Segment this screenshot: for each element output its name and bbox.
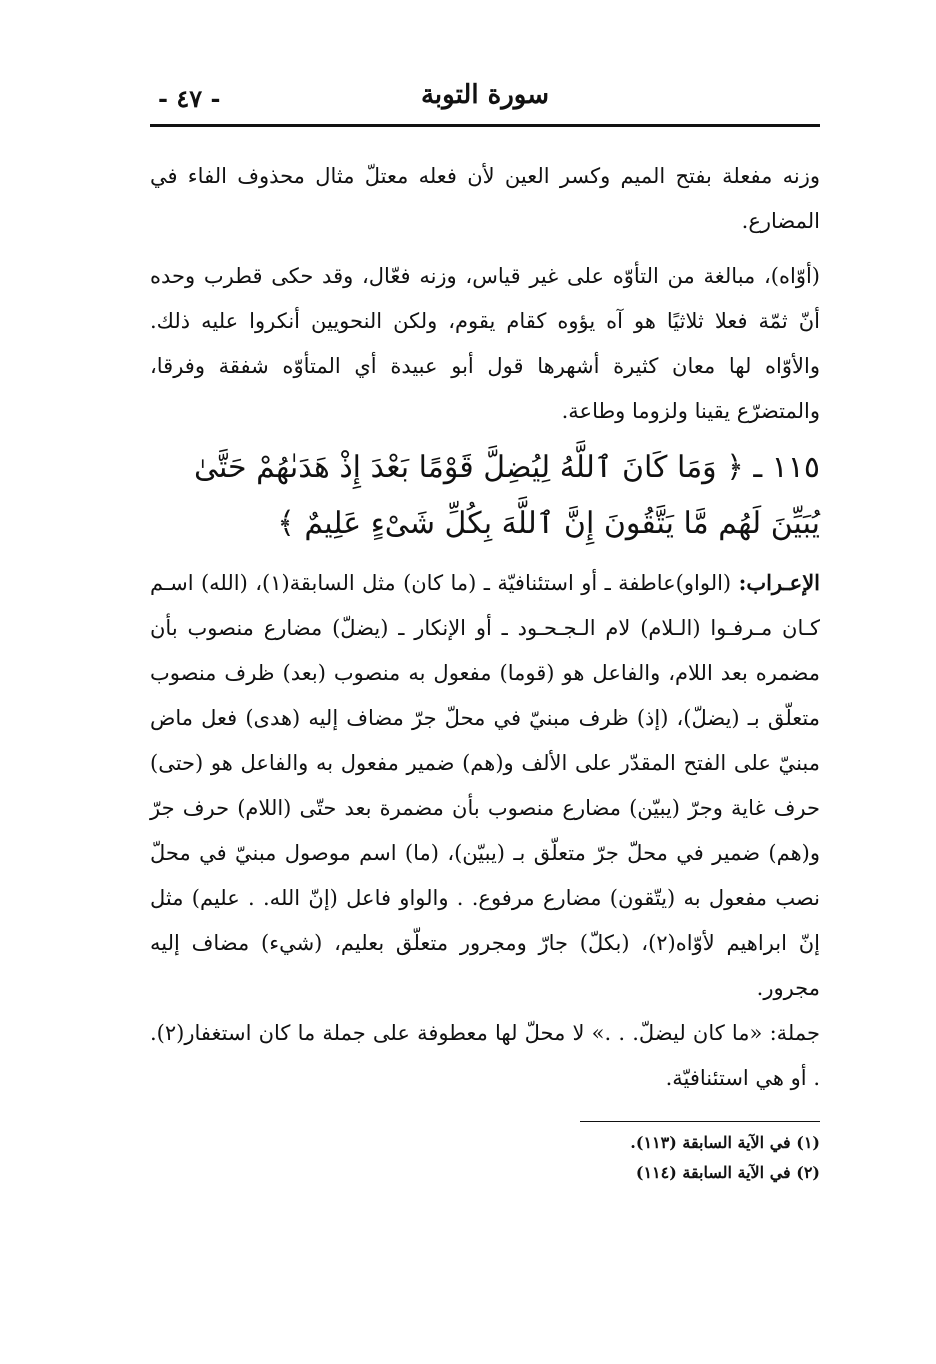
footnote-rule (580, 1121, 820, 1122)
page-header (150, 70, 820, 122)
jumla-paragraph: جملة: «ما كان ليضلّ. . .» لا محلّ لها معطوفة على جملة ما كان استغفار(٢). . أو هي استئنافيّة. (150, 1021, 820, 1090)
page-number: - ٤٧ - (158, 84, 221, 113)
paragraph-1: وزنه مفعلة بفتح الميم وكسر العين لأن فعله معتلّ مثال محذوف الفاء في المضارع. (150, 164, 820, 233)
header-rule (150, 124, 820, 127)
footnote-1: (١) في الآية السابقة (١١٣). (630, 1133, 820, 1152)
irab-paragraph (150, 560, 820, 1011)
footnote-2: (٢) في الآية السابقة (١١٤) (635, 1163, 820, 1182)
surah-title: سورة التوبة (420, 80, 550, 110)
irab-text: (الواو)عاطفة ـ أو استئنافيّة ـ (ما كان) مثل السابقة(١)، (الله) اسـم كـان مـرفـوا (الـلام) لام الـجـحـود ـ أو الإنكار ـ (يضلّ) مضارع منصوب بأن مضمره بعد اللام، والفاعل هو (قوما) مفعول به منصوب (بعد) ظرف منصوب متعلّق بـ (يضلّ)، (إذ) ظرف مبنيّ في محلّ جرّ مضاف إليه (هدى) فعل ماض مبنيّ على الفتح المقدّر على الألف و(هم) ضمير مفعول به والفاعل هو (حتى) حرف غاية وجرّ (يبيّن) مضارع منصوب بأن مضمرة بعد حتّى (اللام) حرف جرّ و(هم) ضمير في محلّ جرّ متعلّق بـ (يبيّن)، (ما) اسم موصول مبنيّ في محلّ نصب مفعول به (يتّقون) مضارع مرفوع. . والواو فاعل (إنّ الله. . عليم) مثل إنّ ابراهيم لأوّاه(٢)، (بكلّ) جارّ ومجرور متعلّق بعليم، (شيء) مضاف إليه مجرور. (150, 571, 820, 1000)
document-page (150, 70, 820, 1182)
footnotes (150, 1128, 820, 1188)
irab-label: الإعـراب: (738, 570, 820, 595)
paragraph-awwah: (أوّاه)، مبالغة من التأوّه على غير قياس، وزنه فعّال، وقد حكى قطرب وحده أنّ ثمّة فعلا ثلاثيًا هو آه يؤوه كقام يقوم، ولكن النحويين أنكروا عليه ذلك. والأوّاه لها معان كثيرة أشهرها قول أبو عبيدة أي المتأوّه شفقة وفرقا، والمتضرّع يقينا ولزوما وطاعة. (150, 264, 820, 423)
page-body (150, 154, 820, 1188)
quran-verse: ١١٥ ـ ﴿ وَمَا كَانَ ٱللَّهُ لِيُضِلَّ قَوْمًا بَعْدَ إِذْ هَدَىٰهُمْ حَتَّىٰ يُبَيِّنَ لَهُم مَّا يَتَّقُونَ إِنَّ ٱللَّهَ بِكُلِّ شَىْءٍ عَلِيمٌ ﴾ (193, 450, 820, 541)
